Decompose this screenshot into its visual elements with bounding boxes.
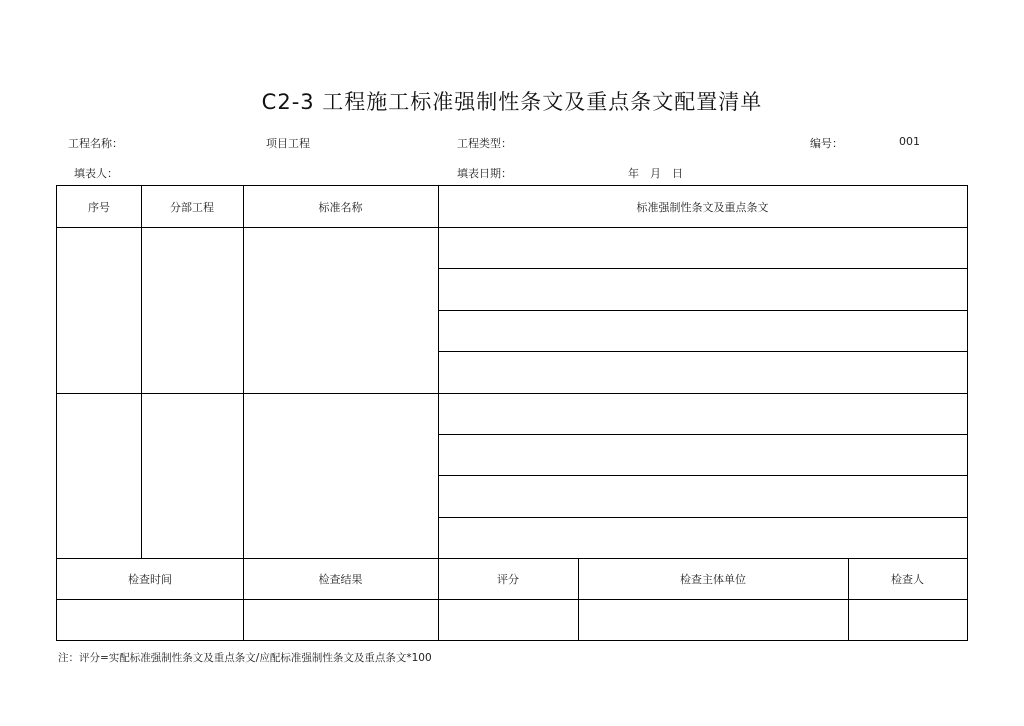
inspector-header: 检查人 <box>891 572 924 586</box>
number-label: 编号： <box>810 137 843 150</box>
col-header-clauses: 标准强制性条文及重点条文 <box>636 200 769 214</box>
col-header-serial: 序号 <box>88 200 110 214</box>
check-time-header: 检查时间 <box>128 572 172 586</box>
form-title: C2-3 工程施工标准强制性条文及重点条文配置清单 <box>261 90 763 114</box>
clause-row-divider <box>438 351 967 352</box>
score-header: 评分 <box>497 572 519 586</box>
header-row-divider <box>57 227 967 228</box>
config-list-table <box>56 185 968 641</box>
inspecting-unit-header: 检查主体单位 <box>680 572 746 586</box>
filler-label: 填表人： <box>74 167 118 180</box>
column-divider <box>141 186 142 558</box>
project-name-label: 工程名称： <box>68 137 123 150</box>
clause-row-divider <box>438 268 967 269</box>
clause-row-divider <box>438 434 967 435</box>
clause-row-divider <box>438 517 967 518</box>
project-name-value: 项目工程 <box>266 137 310 150</box>
group-divider <box>57 393 967 394</box>
col-header-sub-project: 分部工程 <box>170 200 214 214</box>
check-row-divider <box>57 599 967 600</box>
footnote: 注：评分=实配标准强制性条文及重点条文/应配标准强制性条文及重点条文*100 <box>58 652 432 664</box>
number-value: 001 <box>899 135 920 148</box>
fill-date-label: 填表日期： <box>457 167 512 180</box>
project-type-label: 工程类型： <box>457 137 512 150</box>
clause-row-divider <box>438 475 967 476</box>
check-result-header: 检查结果 <box>318 572 363 586</box>
clause-row-divider <box>438 310 967 311</box>
fill-date-placeholder: 年 月 日 <box>628 167 683 180</box>
col-header-standard-name: 标准名称 <box>318 200 363 214</box>
